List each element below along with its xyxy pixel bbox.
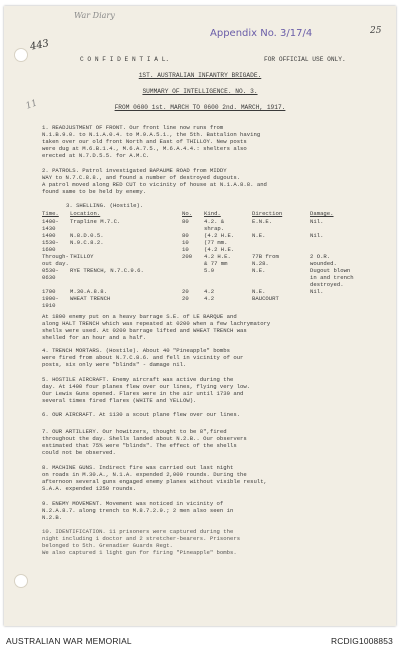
shelling-narrative: At 1800 enemy put on a heavy barrage S.E. of LE BARQUE and along HALT TRENCH which was repeated at 0200 when a few lachrymatory shells were used. At 0200 barrage lifted and WHEAT TRENCH was shelled for an hour and a half. [42, 313, 271, 341]
table-row [42, 253, 372, 260]
section-shelling-title: 3. SHELLING. (Hostile). [66, 202, 144, 209]
table-cell: E.N.E. [252, 218, 273, 225]
table-cell: 77B from [252, 253, 279, 260]
handwritten-number: 443 [29, 38, 51, 53]
table-cell: (4.2 H.E. [204, 232, 235, 239]
table-cell: 80 [182, 218, 189, 225]
table-cell: 1400 [42, 232, 56, 239]
footer-record-id: RCDIG1008853 [331, 636, 393, 646]
table-cell: Nil. [310, 218, 324, 225]
table-row [42, 288, 372, 295]
war-diary-annotation: War Diary [74, 11, 115, 20]
shelling-table-header: Time. Location. No. Kind. Direction Damage. [42, 210, 334, 217]
table-cell: N.9.C.8.2. [70, 239, 104, 246]
table-row [42, 274, 372, 281]
table-cell: 20 [182, 295, 189, 302]
table-cell: N.E. [252, 267, 266, 274]
table-cell: Nil. [310, 288, 324, 295]
table-row [42, 260, 372, 267]
table-cell: 80 [182, 232, 189, 239]
table-cell: 4.2. & [204, 218, 225, 225]
appendix-stamp: Appendix No. 3/17/4 [210, 28, 313, 39]
table-cell: 1900- [42, 295, 59, 302]
table-cell: RYE TRENCH, N.7.C.9.6. [70, 267, 144, 274]
table-cell: 4.2 [204, 295, 215, 302]
table-cell: WHEAT TRENCH [70, 295, 111, 302]
table-cell: 1530- [42, 239, 59, 246]
table-cell: 0630 [42, 274, 56, 281]
table-cell: BAUCOURT [252, 295, 279, 302]
section-trench-mortars: 4. TRENCH MORTARS. (Hostile). About 40 "Pineapple" bombs were fired from about N.7.C.8.6. and fell in vicinity of our posts, six only were "blinds" - damage nil. [42, 347, 244, 368]
table-row [42, 246, 372, 253]
period-title: FROM 0600 1st. MARCH TO 0600 2nd. MARCH, 1917. [114, 104, 286, 111]
table-cell: Nil. [310, 232, 324, 239]
table-cell: in and trench [310, 274, 354, 281]
table-cell: 2 O.R. [310, 253, 331, 260]
table-cell: 1700 [42, 288, 56, 295]
table-cell: wounded. [310, 260, 337, 267]
table-row [42, 295, 372, 302]
table-cell: N.28. [252, 260, 269, 267]
table-cell: 1430 [42, 225, 56, 232]
table-cell: 1910 [42, 302, 56, 309]
table-cell: 1600 [42, 246, 56, 253]
section-machine-guns: 8. MACHINE GUNS. Indirect fire was carried out last night on roads in M.30.A., N.1.A. expended 2,000 rounds. During the afternoon several guns engaged enemy planes without visible result, S.A.A. expended 1250 rounds. [42, 464, 267, 492]
table-row [42, 302, 372, 309]
table-cell: 4.2 H.E. [204, 253, 231, 260]
table-cell: Trapline M.7.C. [70, 218, 121, 225]
table-cell: N.E. [252, 288, 266, 295]
table-cell: (4.2 H.E. [204, 246, 235, 253]
punch-hole [14, 48, 28, 62]
table-cell: 10 [182, 239, 189, 246]
brigade-title: 1ST. AUSTRALIAN INFANTRY BRIGADE. [138, 72, 262, 79]
section-readjustment: 1. READJUSTMENT OF FRONT. Our front line now runs from N.1.B.9.0. to N.1.A.0.4. to M.9.A.5.1., the 5th. Battalion having taken over our old front North and East of THILLOY. New posts were dug at M.6.B.1.4., M.6.A.7.5., M.6.A.4.4.: shelters also erected at N.7.D.5.5. for A.M.C. [42, 124, 261, 159]
document-page [4, 6, 396, 626]
table-cell: M.30.A.8.8. [70, 288, 107, 295]
table-cell: THILLOY [70, 253, 94, 260]
section-patrols: 2. PATROLS. Patrol investigated BAPAUME ROAD from MIDDY WAY to N.7.C.8.8., and found a number of destroyed dugouts. A patrol moved along RED CUT to vicinity of house at N.1.A.8.8. and found same to be held by enemy. [42, 167, 267, 195]
table-cell: N.8.D.0.5. [70, 232, 104, 239]
section-our-aircraft: 6. OUR AIRCRAFT. At 1130 a scout plane flew over our lines. [42, 411, 241, 418]
table-cell: & 77 mm [204, 260, 228, 267]
section-identification: 10. IDENTIFICATION. 11 prisoners were captured during the night including 1 doctor and 2 stretcher-bearers. Prisoners belonged to 5th. Grenadier Guards Regt. We also captured 1 light gun for firing "Pineapple" bombs. [42, 528, 241, 556]
table-cell: out day. [42, 260, 69, 267]
section-hostile-aircraft: 5. HOSTILE AIRCRAFT. Enemy aircraft was active during the day. At 1400 four planes flew over our lines, flying very low. Our Lewis Guns opened. Flares were in the air until 1730 and several times fired flares (WHITE and YELLOW). [42, 376, 251, 404]
table-row [42, 281, 372, 288]
table-cell: 4.2 [204, 288, 215, 295]
table-row [42, 225, 372, 232]
section-our-artillery: 7. OUR ARTILLERY. Our howitzers, thought to be 8",fired throughout the day. Shells landed about N.2.B.. Our observers estimated that 75% were "blinds". The effect of the shells could not be observed. [42, 428, 247, 456]
punch-hole [14, 574, 28, 588]
table-cell: N.E. [252, 232, 266, 239]
table-row [42, 267, 372, 274]
table-cell: 10 [182, 246, 189, 253]
table-cell: 5.9 [204, 267, 215, 274]
footer-archive-name: AUSTRALIAN WAR MEMORIAL [6, 636, 132, 646]
table-cell: shrap. [204, 225, 225, 232]
table-cell: 200 [182, 253, 193, 260]
official-use-label: FOR OFFICIAL USE ONLY. [264, 56, 346, 63]
table-cell: (77 mm. [204, 239, 228, 246]
summary-title: SUMMARY OF INTELLIGENCE. NO. 3. [142, 88, 258, 95]
table-cell: destroyed. [310, 281, 344, 288]
section-enemy-movement: 9. ENEMY MOVEMENT. Movement was noticed in vicinity of N.2.A.8.7. along trench to M.8.7.2.9.; 2 men also seen in N.2.B. [42, 500, 234, 521]
table-cell: Through- [42, 253, 69, 260]
confidential-label: C O N F I D E N T I A L. [80, 56, 170, 63]
table-cell: 1400- [42, 218, 59, 225]
page-number: 25 [370, 26, 382, 36]
table-cell: Dugout blown [310, 267, 351, 274]
table-row [42, 232, 372, 239]
margin-mark: 11 [24, 98, 39, 112]
table-cell: 20 [182, 288, 189, 295]
table-cell: 0530- [42, 267, 59, 274]
table-row [42, 239, 372, 246]
table-row [42, 218, 372, 225]
